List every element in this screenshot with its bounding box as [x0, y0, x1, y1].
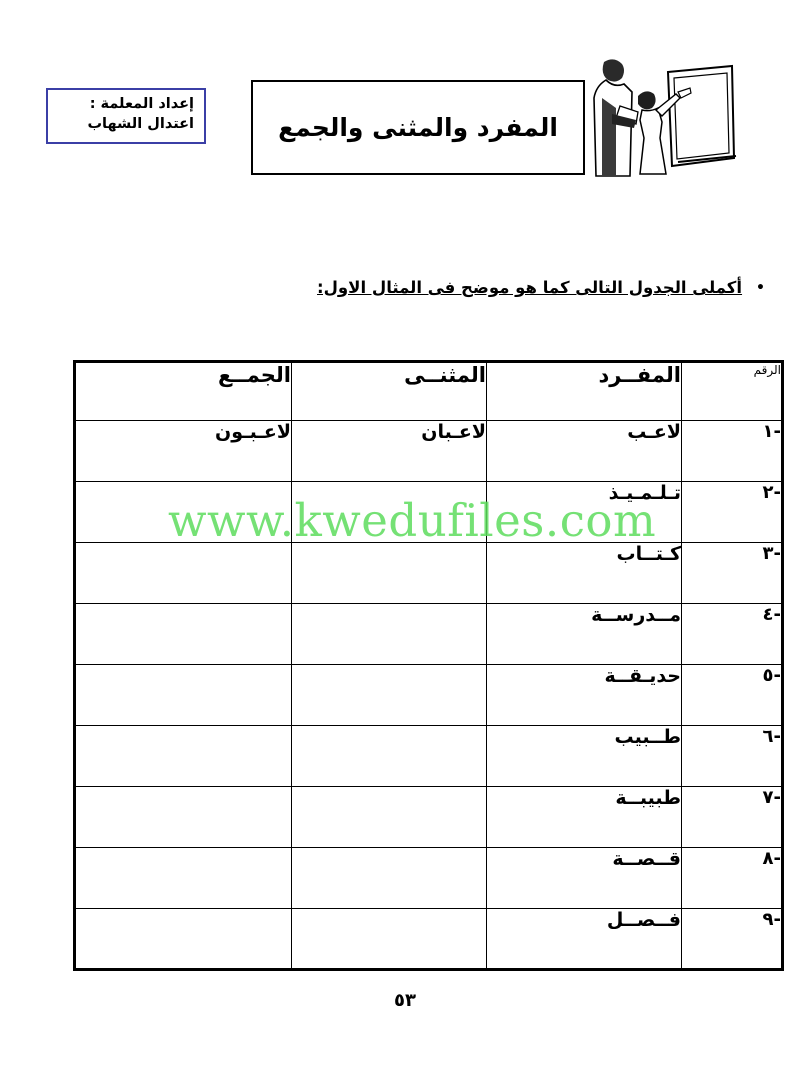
exercise-table: [73, 360, 784, 971]
row-number: ٦-: [682, 726, 783, 787]
author-label: إعداد المعلمة :: [89, 96, 194, 112]
row-number: ٥-: [682, 665, 783, 726]
table-row: [75, 543, 783, 604]
singular-cell: فــصــل: [487, 909, 682, 970]
row-number: ٩-: [682, 909, 783, 970]
dual-cell[interactable]: [292, 543, 487, 604]
header-plural: الجمــع: [75, 362, 292, 421]
dual-cell[interactable]: [292, 909, 487, 970]
singular-cell: تـلـمـيـذ: [487, 482, 682, 543]
table-row: [75, 665, 783, 726]
singular-cell: طــبيب: [487, 726, 682, 787]
dual-cell[interactable]: [292, 604, 487, 665]
dual-cell[interactable]: لاعـبان: [292, 421, 487, 482]
dual-cell[interactable]: [292, 726, 487, 787]
bullet: •: [756, 279, 765, 296]
table-header-row: [75, 362, 783, 421]
row-number: ٢-: [682, 482, 783, 543]
header-number: الرقم: [682, 362, 783, 421]
instruction: [317, 278, 765, 297]
plural-cell[interactable]: [75, 909, 292, 970]
page-title: [251, 80, 585, 175]
table-row: [75, 909, 783, 970]
plural-cell[interactable]: [75, 787, 292, 848]
plural-cell[interactable]: [75, 665, 292, 726]
table-row: [75, 421, 783, 482]
watermark: www.kwedufiles.com: [168, 494, 657, 547]
singular-cell: قــصــة: [487, 848, 682, 909]
table-row: [75, 726, 783, 787]
header-dual: المثنــى: [292, 362, 487, 421]
header-singular: المفــرد: [487, 362, 682, 421]
row-number: ٨-: [682, 848, 783, 909]
title-text: المفرد والمثنى والجمع: [278, 113, 558, 142]
row-number: ٤-: [682, 604, 783, 665]
singular-cell: حديـقــة: [487, 665, 682, 726]
author-box: [46, 88, 206, 144]
plural-cell[interactable]: [75, 848, 292, 909]
row-number: ٣-: [682, 543, 783, 604]
singular-cell: لاعـب: [487, 421, 682, 482]
row-number: ٧-: [682, 787, 783, 848]
plural-cell[interactable]: [75, 604, 292, 665]
dual-cell[interactable]: [292, 848, 487, 909]
plural-cell[interactable]: لاعـبـون: [75, 421, 292, 482]
teacher-illustration: [590, 58, 740, 178]
author-name: اعتدال الشهاب: [87, 116, 194, 132]
row-number: ١-: [682, 421, 783, 482]
singular-cell: مــدرســة: [487, 604, 682, 665]
dual-cell[interactable]: [292, 787, 487, 848]
plural-cell[interactable]: [75, 543, 292, 604]
plural-cell[interactable]: [75, 726, 292, 787]
singular-cell: طبيبــة: [487, 787, 682, 848]
page-number: ٥٣: [394, 990, 416, 1011]
table-row: [75, 848, 783, 909]
table-row: [75, 604, 783, 665]
table-row: [75, 787, 783, 848]
dual-cell[interactable]: [292, 665, 487, 726]
instruction-text: أكملى الجدول التالى كما هو موضح فى المثال الاول:: [317, 278, 743, 297]
singular-cell: كـتــاب: [487, 543, 682, 604]
